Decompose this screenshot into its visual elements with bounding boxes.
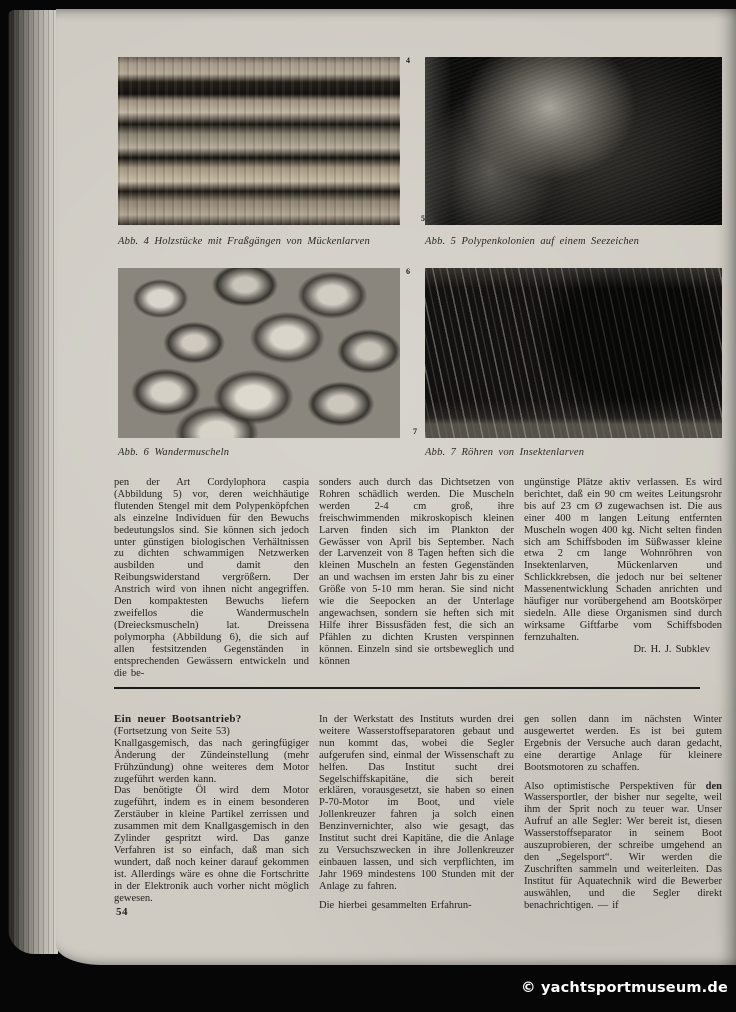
figure-number-4: 4 <box>406 56 410 65</box>
bottom-col2-paragraph-1: In der Werkstatt des Instituts wurden drei weitere Wasserstoffseparatoren gebaut und nun kommt das, wobei die Segler aufgerufen sind, einmal der Wissenschaft zu helfen. Das Institut sucht drei Segelschiffskapitäne, die sich bereit erklären, vorausgesetzt, sie haben so einen P-70-Motor im Boot, und viele Jollenkreuzer fahren ja solch einen Benzinvernichter, also wie gesagt, das Institut sucht drei Kapitäne, die die Anlage zu Versuchszwecken in ihre Jollenkreuzer einbauen lassen, und sich verpflichten, im Jahr 1969 mindestens 100 Stunden mit der Anlage zu fahren. <box>319 714 514 892</box>
figure-photo-larvae-tubes <box>425 268 722 438</box>
bottom-col3-p2-bold-word: den <box>705 780 722 792</box>
bottom-col3-p2-post: Wassersportler, der bisher nur segelte, weil ihm der Sprit noch zu teuer war. Unser Aufruf an alle Segler: Wer bereit ist, diesen Wasserstoffseparator in seinem Boot auszuprobieren, der schreibe umgehend an den „Segelsport“. Wir werden die Zuschriften sammeln und weiterleiten. Das Institut für Aquatechnik wird die Bewerber auswählen, und die Segler direkt benachrichtigen. — if <box>524 792 722 911</box>
figure-photo-wood-pieces <box>118 57 400 225</box>
caption-abb6: Abb. 6 Wandermuscheln <box>118 447 230 458</box>
section-divider-rule <box>114 687 700 689</box>
continuation-note: (Fortsetzung von Seite 53) <box>114 725 230 737</box>
figure-number-7: 7 <box>413 427 417 436</box>
article-top-col1-text: pen der Art Cordylophora caspia (Abbildung 5) vor, deren weichhäutige flutenden Stengel mit dem Polypenköpfchen als einzelne Individuen für den Bewuchs bedeutungslos sind. Sie können sich jedoch unter günstigen biologischen Verhältnissen zu dichten schwammigen Netzwerken ausbilden und damit den Reibungswiderstand vergrößern. Der Anstrich wird von ihnen nicht angegriffen. Den kompaktesten Bewuchs liefern zweifellos die Wandermuscheln (Dreiecksmuscheln) lat. Dreissena polymorpha (Abbildung 6), die sich auf allen festsitzenden Gegenständen in entsprechenden Gewässern entwickeln und die be- <box>114 477 309 679</box>
bottom-col3-paragraph-2 <box>524 781 722 912</box>
article-top-col2-text: sonders auch durch das Dichtsetzen von Rohren schädlich werden. Die Muscheln werden 2-4 cm groß, ihre freischwimmenden mikroskopisch kleinen Larven finden sich im Plankton der Gewässer von April bis September. Nach der Larvenzeit von 8 Tagen heften sich die kleinen Muscheln an festen Gegenständen an und wachsen im ersten Jahr bis zu einer Größe von 5-10 mm heran. Sie sind nicht wie die Seepocken an der Unterlage angewachsen, sondern sie heften sich mit Hilfe ihrer Bissusfäden fest, die sich an Pfählen zu dichten Krusten verspinnen können. Einzeln sind sie ortsbeweglich und können <box>319 477 514 667</box>
bottom-col1-paragraph-2: Das benötigte Öl wird dem Motor zugeführt, indem es in einem besonderen Zerstäuber in kleine Partikel zerrissen und zusammen mit dem Knallgasgemisch in den Zylinder gespritzt wird. Das ganze Verfahren ist so einfach, daß man sich wundert, daß noch keiner darauf gekommen ist. Allerdings wäre es ohne die Fortschritte in der Elektronik auch vorher nicht möglich gewesen. <box>114 785 309 904</box>
figure-number-5: 5 <box>421 214 425 223</box>
caption-abb7: Abb. 7 Röhren von Insektenlarven <box>425 447 585 458</box>
figure-number-6: 6 <box>406 267 410 276</box>
article-bottom-column-3 <box>524 714 722 912</box>
figure-photo-polyp-colony <box>425 57 722 225</box>
article-top-column-3 <box>524 477 722 656</box>
caption-abb4: Abb. 4 Holzstücke mit Fraßgängen von Mückenlarven <box>118 236 370 247</box>
book-page-edges <box>8 10 58 954</box>
bottom-col1-paragraph-1: Knallgasgemisch, das nach geringfügiger Änderung der Zündeinstellung (mehr Frühzündung) ohne weiteres dem Motor zugeführt werden kann. <box>114 737 309 785</box>
bottom-col2-paragraph-2: Die hierbei gesammelten Erfahrun- <box>319 899 472 911</box>
watermark-credit: © yachtsportmuseum.de <box>521 980 728 996</box>
article-bottom-column-1 <box>114 714 309 905</box>
bottom-col3-p2-pre: Also optimistische Perspektiven für <box>524 780 706 792</box>
article-top-column-2 <box>319 477 514 668</box>
article-top-column-1 <box>114 477 309 679</box>
page-number: 54 <box>116 906 128 918</box>
article-top-col3-text: ungünstige Plätze aktiv verlassen. Es wird berichtet, daß ein 90 cm weites Leitungsrohr bis auf 23 cm Ø zugewachsen ist. Die aus einer 400 m langen Leitung entfernten Muscheln wogen 400 kg. Nicht selten finden sich am Schiffsboden im Süßwasser kleine etwa 2 cm lange Wohnröhren von Insektenlarven, Mückenlarven und Schlickkrebsen, die jedoch nur bei seltener Massenentwicklung Schaden anrichten und häufiger nur vorübergehend am Bootskörper siedeln. Alle diese Organismen sind durch wirksame Giftfarbe vom Schiffsboden fernzuhalten. <box>524 477 722 643</box>
bottom-col3-paragraph-1: gen sollen dann im nächsten Winter ausgewertet werden. Es ist bei gutem Ergebnis der Versuche auch daran gedacht, eine derartige Anlage für kleinere Bootsmotoren zu schaffen. <box>524 714 722 773</box>
figure-photo-mussels <box>118 268 400 438</box>
section-heading: Ein neuer Bootsantrieb? <box>114 713 242 725</box>
author-byline: Dr. H. J. Subklev <box>633 643 710 655</box>
article-bottom-column-2 <box>319 714 514 912</box>
caption-abb5: Abb. 5 Polypenkolonien auf einem Seezeichen <box>425 236 640 247</box>
